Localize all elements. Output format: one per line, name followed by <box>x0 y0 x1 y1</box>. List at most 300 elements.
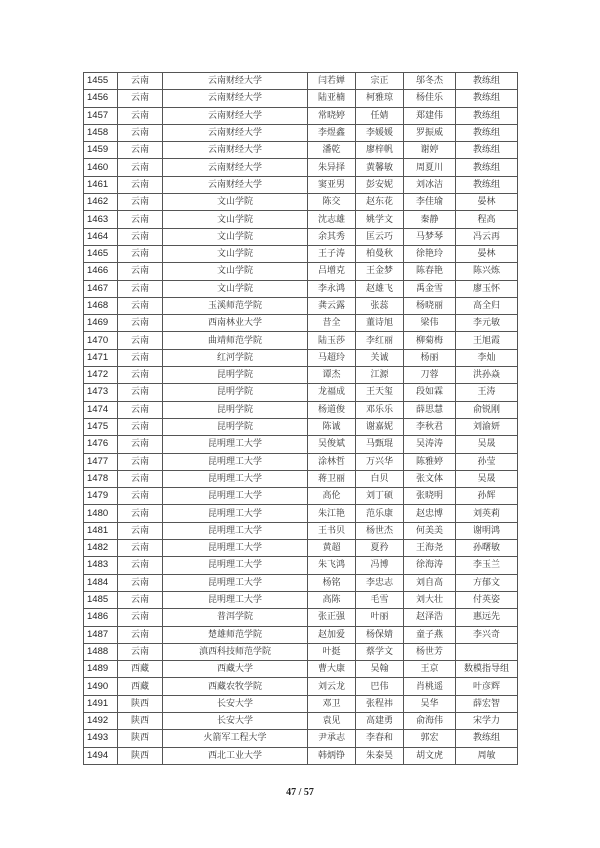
school-cell: 西藏大学 <box>163 661 308 678</box>
member1-cell: 韩炳铮 <box>308 747 356 764</box>
advisor-cell: 孙曙敏 <box>456 540 518 557</box>
member2-cell: 王金梦 <box>356 263 404 280</box>
table-row <box>84 488 518 505</box>
member3-cell: 段如霖 <box>404 384 456 401</box>
school-cell: 云南财经大学 <box>163 107 308 124</box>
member3-cell: 肖桃遥 <box>404 678 456 695</box>
row-number-cell: 1482 <box>84 540 118 557</box>
school-cell: 楚雄师范学院 <box>163 626 308 643</box>
province-cell: 云南 <box>118 332 163 349</box>
member1-cell: 龚云露 <box>308 297 356 314</box>
school-cell: 云南财经大学 <box>163 90 308 107</box>
member3-cell: 李佳瑜 <box>404 194 456 211</box>
table-row <box>84 695 518 712</box>
table-row <box>84 418 518 435</box>
row-number-cell: 1491 <box>84 695 118 712</box>
advisor-cell: 教练组 <box>456 73 518 90</box>
province-cell: 云南 <box>118 384 163 401</box>
row-number-cell: 1478 <box>84 470 118 487</box>
member2-cell: 李媛媛 <box>356 124 404 141</box>
member2-cell: 夏矜 <box>356 540 404 557</box>
member2-cell: 白贝 <box>356 470 404 487</box>
school-cell: 云南财经大学 <box>163 73 308 90</box>
table-row <box>84 73 518 90</box>
member3-cell: 陈春艳 <box>404 263 456 280</box>
member3-cell: 刘自高 <box>404 574 456 591</box>
member1-cell: 窦亚男 <box>308 176 356 193</box>
province-cell: 云南 <box>118 211 163 228</box>
table-row <box>84 712 518 729</box>
member3-cell: 刘冰洁 <box>404 176 456 193</box>
school-cell: 文山学院 <box>163 211 308 228</box>
page-number: 47 / 57 <box>286 787 314 798</box>
province-cell: 云南 <box>118 453 163 470</box>
advisor-cell: 叶彦辉 <box>456 678 518 695</box>
table-row <box>84 522 518 539</box>
advisor-cell: 周敏 <box>456 747 518 764</box>
advisor-cell: 冯云再 <box>456 228 518 245</box>
member1-cell: 陆亚楠 <box>308 90 356 107</box>
advisor-cell: 薛宏智 <box>456 695 518 712</box>
member1-cell: 昔全 <box>308 315 356 332</box>
school-cell: 云南财经大学 <box>163 159 308 176</box>
table-row <box>84 159 518 176</box>
member2-cell: 江源 <box>356 367 404 384</box>
row-number-cell: 1483 <box>84 557 118 574</box>
row-number-cell: 1485 <box>84 591 118 608</box>
member3-cell: 罗振威 <box>404 124 456 141</box>
table-row <box>84 505 518 522</box>
row-number-cell: 1481 <box>84 522 118 539</box>
advisor-cell: 教练组 <box>456 159 518 176</box>
table-row <box>84 730 518 747</box>
member2-cell: 张蕊 <box>356 297 404 314</box>
row-number-cell: 1456 <box>84 90 118 107</box>
advisor-cell: 惠远先 <box>456 609 518 626</box>
member2-cell: 高建勇 <box>356 712 404 729</box>
province-cell: 云南 <box>118 142 163 159</box>
school-cell: 西藏农牧学院 <box>163 678 308 695</box>
member3-cell: 马梦琴 <box>404 228 456 245</box>
province-cell: 云南 <box>118 401 163 418</box>
advisor-cell: 刘渝妍 <box>456 418 518 435</box>
row-number-cell: 1459 <box>84 142 118 159</box>
member2-cell: 李红丽 <box>356 332 404 349</box>
school-cell: 滇西科技师范学院 <box>163 643 308 660</box>
advisor-cell: 教练组 <box>456 124 518 141</box>
member2-cell: 赵雄飞 <box>356 280 404 297</box>
advisor-cell: 教练组 <box>456 176 518 193</box>
member3-cell: 杨佳乐 <box>404 90 456 107</box>
table-row <box>84 609 518 626</box>
member2-cell: 关诚 <box>356 349 404 366</box>
member1-cell: 闫若婵 <box>308 73 356 90</box>
member2-cell: 赵东花 <box>356 194 404 211</box>
member3-cell: 胡文虎 <box>404 747 456 764</box>
member2-cell: 王天玺 <box>356 384 404 401</box>
advisor-cell: 教练组 <box>456 730 518 747</box>
member3-cell: 秦静 <box>404 211 456 228</box>
table-row <box>84 297 518 314</box>
member3-cell: 柳菊梅 <box>404 332 456 349</box>
school-cell: 云南财经大学 <box>163 142 308 159</box>
advisor-cell: 教练组 <box>456 90 518 107</box>
advisor-cell: 孙辉 <box>456 488 518 505</box>
province-cell: 云南 <box>118 609 163 626</box>
province-cell: 云南 <box>118 315 163 332</box>
member3-cell: 邬冬杰 <box>404 73 456 90</box>
advisor-cell: 廖玉怀 <box>456 280 518 297</box>
member2-cell: 吴翰 <box>356 661 404 678</box>
school-cell: 文山学院 <box>163 228 308 245</box>
province-cell: 云南 <box>118 540 163 557</box>
province-cell: 云南 <box>118 280 163 297</box>
province-cell: 云南 <box>118 626 163 643</box>
school-cell: 昆明理工大学 <box>163 488 308 505</box>
member3-cell: 郑建伟 <box>404 107 456 124</box>
member2-cell: 刘丁硕 <box>356 488 404 505</box>
school-cell: 昆明理工大学 <box>163 540 308 557</box>
province-cell: 云南 <box>118 297 163 314</box>
table-row <box>84 367 518 384</box>
province-cell: 云南 <box>118 349 163 366</box>
advisor-cell: 宋学力 <box>456 712 518 729</box>
member1-cell: 马超玲 <box>308 349 356 366</box>
member1-cell: 袁见 <box>308 712 356 729</box>
table-row <box>84 661 518 678</box>
member2-cell: 任婧 <box>356 107 404 124</box>
school-cell: 西南林业大学 <box>163 315 308 332</box>
row-number-cell: 1477 <box>84 453 118 470</box>
province-cell: 云南 <box>118 90 163 107</box>
member2-cell: 范乐康 <box>356 505 404 522</box>
school-cell: 玉溪师范学院 <box>163 297 308 314</box>
table-body <box>84 73 518 765</box>
row-number-cell: 1493 <box>84 730 118 747</box>
school-cell: 文山学院 <box>163 263 308 280</box>
member3-cell: 薛思慧 <box>404 401 456 418</box>
table-row <box>84 574 518 591</box>
member3-cell: 徐海涛 <box>404 557 456 574</box>
advisor-cell: 教练组 <box>456 142 518 159</box>
table-row <box>84 142 518 159</box>
row-number-cell: 1463 <box>84 211 118 228</box>
member2-cell: 董诗旭 <box>356 315 404 332</box>
table-row <box>84 401 518 418</box>
member3-cell: 张晓明 <box>404 488 456 505</box>
row-number-cell: 1474 <box>84 401 118 418</box>
member3-cell: 吴涛涛 <box>404 436 456 453</box>
school-cell: 文山学院 <box>163 280 308 297</box>
advisor-cell: 晏林 <box>456 194 518 211</box>
member2-cell: 姚学文 <box>356 211 404 228</box>
school-cell: 文山学院 <box>163 245 308 262</box>
table-row <box>84 245 518 262</box>
table-row <box>84 315 518 332</box>
member2-cell: 匡云巧 <box>356 228 404 245</box>
member2-cell: 李忠志 <box>356 574 404 591</box>
table-row <box>84 211 518 228</box>
school-cell: 云南财经大学 <box>163 124 308 141</box>
member3-cell: 梁伟 <box>404 315 456 332</box>
row-number-cell: 1494 <box>84 747 118 764</box>
member3-cell: 杨丽 <box>404 349 456 366</box>
school-cell: 昆明理工大学 <box>163 557 308 574</box>
member1-cell: 常晓婷 <box>308 107 356 124</box>
province-cell: 云南 <box>118 228 163 245</box>
member1-cell: 吕增克 <box>308 263 356 280</box>
member3-cell: 赵泽浩 <box>404 609 456 626</box>
province-cell: 云南 <box>118 194 163 211</box>
member3-cell: 周夏川 <box>404 159 456 176</box>
school-cell: 火箭军工程大学 <box>163 730 308 747</box>
member1-cell: 刘云龙 <box>308 678 356 695</box>
member2-cell: 巴伟 <box>356 678 404 695</box>
row-number-cell: 1460 <box>84 159 118 176</box>
member1-cell: 潘乾 <box>308 142 356 159</box>
school-cell: 文山学院 <box>163 194 308 211</box>
member1-cell: 陆玉莎 <box>308 332 356 349</box>
row-number-cell: 1489 <box>84 661 118 678</box>
member3-cell: 张文体 <box>404 470 456 487</box>
member1-cell: 涂林哲 <box>308 453 356 470</box>
province-cell: 云南 <box>118 418 163 435</box>
member1-cell: 蒋卫丽 <box>308 470 356 487</box>
school-cell: 昆明学院 <box>163 384 308 401</box>
table-row <box>84 349 518 366</box>
member1-cell: 朱飞鸿 <box>308 557 356 574</box>
member1-cell: 尹承志 <box>308 730 356 747</box>
advisor-cell: 王涛 <box>456 384 518 401</box>
table-row <box>84 747 518 764</box>
school-cell: 普洱学院 <box>163 609 308 626</box>
member2-cell: 黄馨敏 <box>356 159 404 176</box>
member2-cell: 李春和 <box>356 730 404 747</box>
advisor-cell: 李灿 <box>456 349 518 366</box>
advisor-cell: 晏林 <box>456 245 518 262</box>
member3-cell: 童子燕 <box>404 626 456 643</box>
member3-cell: 刀蓉 <box>404 367 456 384</box>
member1-cell: 王书贝 <box>308 522 356 539</box>
school-cell: 曲靖师范学院 <box>163 332 308 349</box>
member3-cell: 赵忠博 <box>404 505 456 522</box>
table-row <box>84 90 518 107</box>
advisor-cell: 李兴奇 <box>456 626 518 643</box>
province-cell: 云南 <box>118 505 163 522</box>
member1-cell: 高陈 <box>308 591 356 608</box>
advisor-cell: 谢明鸿 <box>456 522 518 539</box>
member1-cell: 李煜鑫 <box>308 124 356 141</box>
member3-cell: 俞海伟 <box>404 712 456 729</box>
row-number-cell: 1471 <box>84 349 118 366</box>
table-row <box>84 107 518 124</box>
advisor-cell <box>456 643 518 660</box>
table-row <box>84 436 518 453</box>
member2-cell: 冯博 <box>356 557 404 574</box>
table-row <box>84 332 518 349</box>
province-cell: 陕西 <box>118 747 163 764</box>
school-cell: 昆明理工大学 <box>163 470 308 487</box>
member1-cell: 陈交 <box>308 194 356 211</box>
province-cell: 云南 <box>118 176 163 193</box>
table-row <box>84 228 518 245</box>
province-cell: 云南 <box>118 470 163 487</box>
advisor-cell: 孙莹 <box>456 453 518 470</box>
table-row <box>84 557 518 574</box>
table-row <box>84 176 518 193</box>
province-cell: 陕西 <box>118 695 163 712</box>
school-cell: 昆明理工大学 <box>163 453 308 470</box>
row-number-cell: 1467 <box>84 280 118 297</box>
member2-cell: 杨保婧 <box>356 626 404 643</box>
school-cell: 昆明理工大学 <box>163 436 308 453</box>
advisor-cell: 数模指导组 <box>456 661 518 678</box>
table-row <box>84 453 518 470</box>
row-number-cell: 1479 <box>84 488 118 505</box>
member1-cell: 邓卫 <box>308 695 356 712</box>
table-row <box>84 470 518 487</box>
member3-cell: 陈雅婷 <box>404 453 456 470</box>
province-cell: 云南 <box>118 591 163 608</box>
province-cell: 云南 <box>118 107 163 124</box>
member3-cell: 杨世芳 <box>404 643 456 660</box>
province-cell: 云南 <box>118 522 163 539</box>
school-cell: 长安大学 <box>163 695 308 712</box>
team-roster-table <box>83 72 518 765</box>
school-cell: 昆明理工大学 <box>163 574 308 591</box>
advisor-cell: 付英姿 <box>456 591 518 608</box>
member2-cell: 朱泰昊 <box>356 747 404 764</box>
row-number-cell: 1468 <box>84 297 118 314</box>
table-row <box>84 591 518 608</box>
province-cell: 云南 <box>118 245 163 262</box>
member1-cell: 吴俊斌 <box>308 436 356 453</box>
member1-cell: 龙福成 <box>308 384 356 401</box>
member2-cell: 柯雅琼 <box>356 90 404 107</box>
table-row <box>84 384 518 401</box>
member2-cell: 叶丽 <box>356 609 404 626</box>
row-number-cell: 1472 <box>84 367 118 384</box>
member1-cell: 赵加爱 <box>308 626 356 643</box>
row-number-cell: 1464 <box>84 228 118 245</box>
row-number-cell: 1480 <box>84 505 118 522</box>
member3-cell: 王京 <box>404 661 456 678</box>
province-cell: 陕西 <box>118 730 163 747</box>
row-number-cell: 1462 <box>84 194 118 211</box>
member1-cell: 高伦 <box>308 488 356 505</box>
advisor-cell: 洪孙焱 <box>456 367 518 384</box>
member1-cell: 杨铭 <box>308 574 356 591</box>
member3-cell: 李秋君 <box>404 418 456 435</box>
member3-cell: 徐艳玲 <box>404 245 456 262</box>
member3-cell: 何美美 <box>404 522 456 539</box>
province-cell: 云南 <box>118 574 163 591</box>
row-number-cell: 1475 <box>84 418 118 435</box>
member2-cell: 谢嘉妮 <box>356 418 404 435</box>
advisor-cell: 李元敏 <box>456 315 518 332</box>
table-row <box>84 263 518 280</box>
row-number-cell: 1473 <box>84 384 118 401</box>
row-number-cell: 1484 <box>84 574 118 591</box>
table-row <box>84 124 518 141</box>
member1-cell: 陈诚 <box>308 418 356 435</box>
member2-cell: 毛雪 <box>356 591 404 608</box>
member2-cell: 万兴华 <box>356 453 404 470</box>
member1-cell: 王子涛 <box>308 245 356 262</box>
member2-cell: 蔡学文 <box>356 643 404 660</box>
school-cell: 昆明学院 <box>163 401 308 418</box>
member1-cell: 沈志雄 <box>308 211 356 228</box>
member1-cell: 黄超 <box>308 540 356 557</box>
row-number-cell: 1458 <box>84 124 118 141</box>
province-cell: 云南 <box>118 124 163 141</box>
member1-cell: 杨道俊 <box>308 401 356 418</box>
member1-cell: 谭杰 <box>308 367 356 384</box>
advisor-cell: 吴晟 <box>456 436 518 453</box>
advisor-cell: 吴晟 <box>456 470 518 487</box>
member2-cell: 杨世杰 <box>356 522 404 539</box>
table-row <box>84 194 518 211</box>
school-cell: 红河学院 <box>163 349 308 366</box>
province-cell: 云南 <box>118 159 163 176</box>
member1-cell: 李永鸿 <box>308 280 356 297</box>
member3-cell: 禹金雪 <box>404 280 456 297</box>
province-cell: 西藏 <box>118 661 163 678</box>
school-cell: 长安大学 <box>163 712 308 729</box>
member3-cell: 杨晓丽 <box>404 297 456 314</box>
advisor-cell: 王旭霞 <box>456 332 518 349</box>
row-number-cell: 1490 <box>84 678 118 695</box>
advisor-cell: 教练组 <box>456 107 518 124</box>
member3-cell: 王海尧 <box>404 540 456 557</box>
table-row <box>84 678 518 695</box>
member3-cell: 郭宏 <box>404 730 456 747</box>
advisor-cell: 俞锐刚 <box>456 401 518 418</box>
advisor-cell: 程高 <box>456 211 518 228</box>
member1-cell: 叶挺 <box>308 643 356 660</box>
row-number-cell: 1486 <box>84 609 118 626</box>
province-cell: 云南 <box>118 263 163 280</box>
row-number-cell: 1465 <box>84 245 118 262</box>
province-cell: 云南 <box>118 367 163 384</box>
table-row <box>84 540 518 557</box>
advisor-cell: 陈兴炼 <box>456 263 518 280</box>
member2-cell: 张程祎 <box>356 695 404 712</box>
member1-cell: 余其秀 <box>308 228 356 245</box>
member1-cell: 朱江艳 <box>308 505 356 522</box>
table-row <box>84 626 518 643</box>
row-number-cell: 1487 <box>84 626 118 643</box>
province-cell: 云南 <box>118 73 163 90</box>
member2-cell: 邓乐乐 <box>356 401 404 418</box>
province-cell: 西藏 <box>118 678 163 695</box>
school-cell: 云南财经大学 <box>163 176 308 193</box>
member1-cell: 朱异择 <box>308 159 356 176</box>
advisor-cell: 刘英莉 <box>456 505 518 522</box>
school-cell: 昆明理工大学 <box>163 591 308 608</box>
member1-cell: 张正强 <box>308 609 356 626</box>
member1-cell: 曹大康 <box>308 661 356 678</box>
table-row <box>84 280 518 297</box>
member2-cell: 廖梓帆 <box>356 142 404 159</box>
row-number-cell: 1492 <box>84 712 118 729</box>
member2-cell: 柏曼秋 <box>356 245 404 262</box>
row-number-cell: 1470 <box>84 332 118 349</box>
province-cell: 陕西 <box>118 712 163 729</box>
row-number-cell: 1466 <box>84 263 118 280</box>
school-cell: 昆明学院 <box>163 367 308 384</box>
school-cell: 昆明学院 <box>163 418 308 435</box>
